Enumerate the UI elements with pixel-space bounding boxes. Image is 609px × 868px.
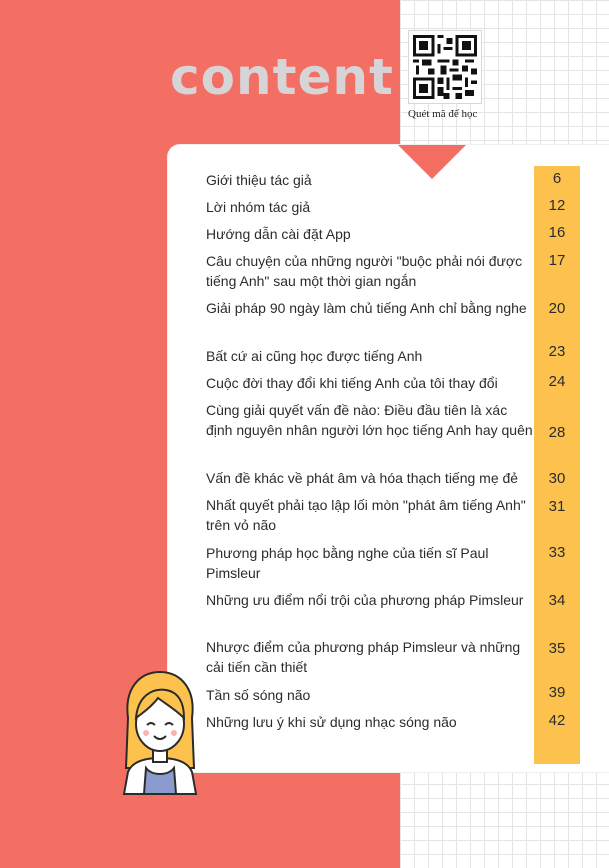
toc-item-page: 42	[548, 712, 566, 729]
toc-item-title[interactable]: Vấn đề khác về phát âm và hóa thạch tiếng mẹ đẻ	[206, 470, 519, 486]
toc-item-page: 28	[548, 424, 566, 441]
toc-item-page: 20	[548, 300, 566, 317]
toc-item-title[interactable]: Giới thiệu tác giả	[206, 172, 312, 188]
toc-item-title[interactable]: Phương pháp học bằng nghe của tiến sĩ Paul Pimsleur	[206, 545, 489, 581]
toc-item-page: 17	[548, 252, 566, 269]
toc-item-title[interactable]: Cuộc đời thay đổi khi tiếng Anh của tôi thay đổi	[206, 375, 498, 391]
toc-item-title[interactable]: Hướng dẫn cài đặt App	[206, 226, 351, 242]
toc-item-title[interactable]: Tần số sóng não	[206, 687, 311, 703]
toc-item-page: 23	[548, 343, 566, 360]
girl-illustration-icon	[118, 668, 202, 796]
toc-item-page: 24	[548, 373, 566, 390]
toc-item-title[interactable]: Những ưu điểm nổi trội của phương pháp Pimsleur	[206, 592, 524, 608]
toc-item-title[interactable]: Câu chuyện của những người "buộc phải nói được tiếng Anh" sau một thời gian ngắn	[206, 253, 523, 289]
toc-item-page: 6	[552, 170, 562, 187]
toc-item-page: 33	[548, 544, 566, 561]
toc-item-title[interactable]: Cùng giải quyết vấn đề nào: Điều đầu tiên là xác định nguyên nhân người lớn học tiếng Anh hay quên	[206, 402, 533, 438]
qr-code-icon[interactable]	[408, 30, 482, 104]
toc-item-page: 12	[548, 197, 566, 214]
toc-item-page: 34	[548, 592, 566, 609]
qr-caption: Quét mã để học	[408, 108, 478, 120]
toc-item-page: 35	[548, 640, 566, 657]
toc-item-title[interactable]: Nhược điểm của phương pháp Pimsleur và những cải tiến cần thiết	[206, 639, 521, 675]
toc-item-title[interactable]: Những lưu ý khi sử dụng nhạc sóng não	[206, 714, 457, 730]
toc-item-page: 39	[548, 684, 566, 701]
toc-item-page: 31	[548, 498, 566, 515]
page-title: content	[170, 48, 394, 106]
toc-item-page: 30	[548, 470, 566, 487]
toc-item-title[interactable]: Nhất quyết phải tạo lập lối mòn "phát âm tiếng Anh" trên vỏ não	[206, 497, 526, 533]
toc-item-page: 16	[548, 224, 566, 241]
toc-item-title[interactable]: Giải pháp 90 ngày làm chủ tiếng Anh chỉ bằng nghe	[206, 300, 527, 316]
toc-item-title[interactable]: Bất cứ ai cũng học được tiếng Anh	[206, 348, 423, 364]
toc-item-title[interactable]: Lời nhóm tác giả	[206, 199, 311, 215]
